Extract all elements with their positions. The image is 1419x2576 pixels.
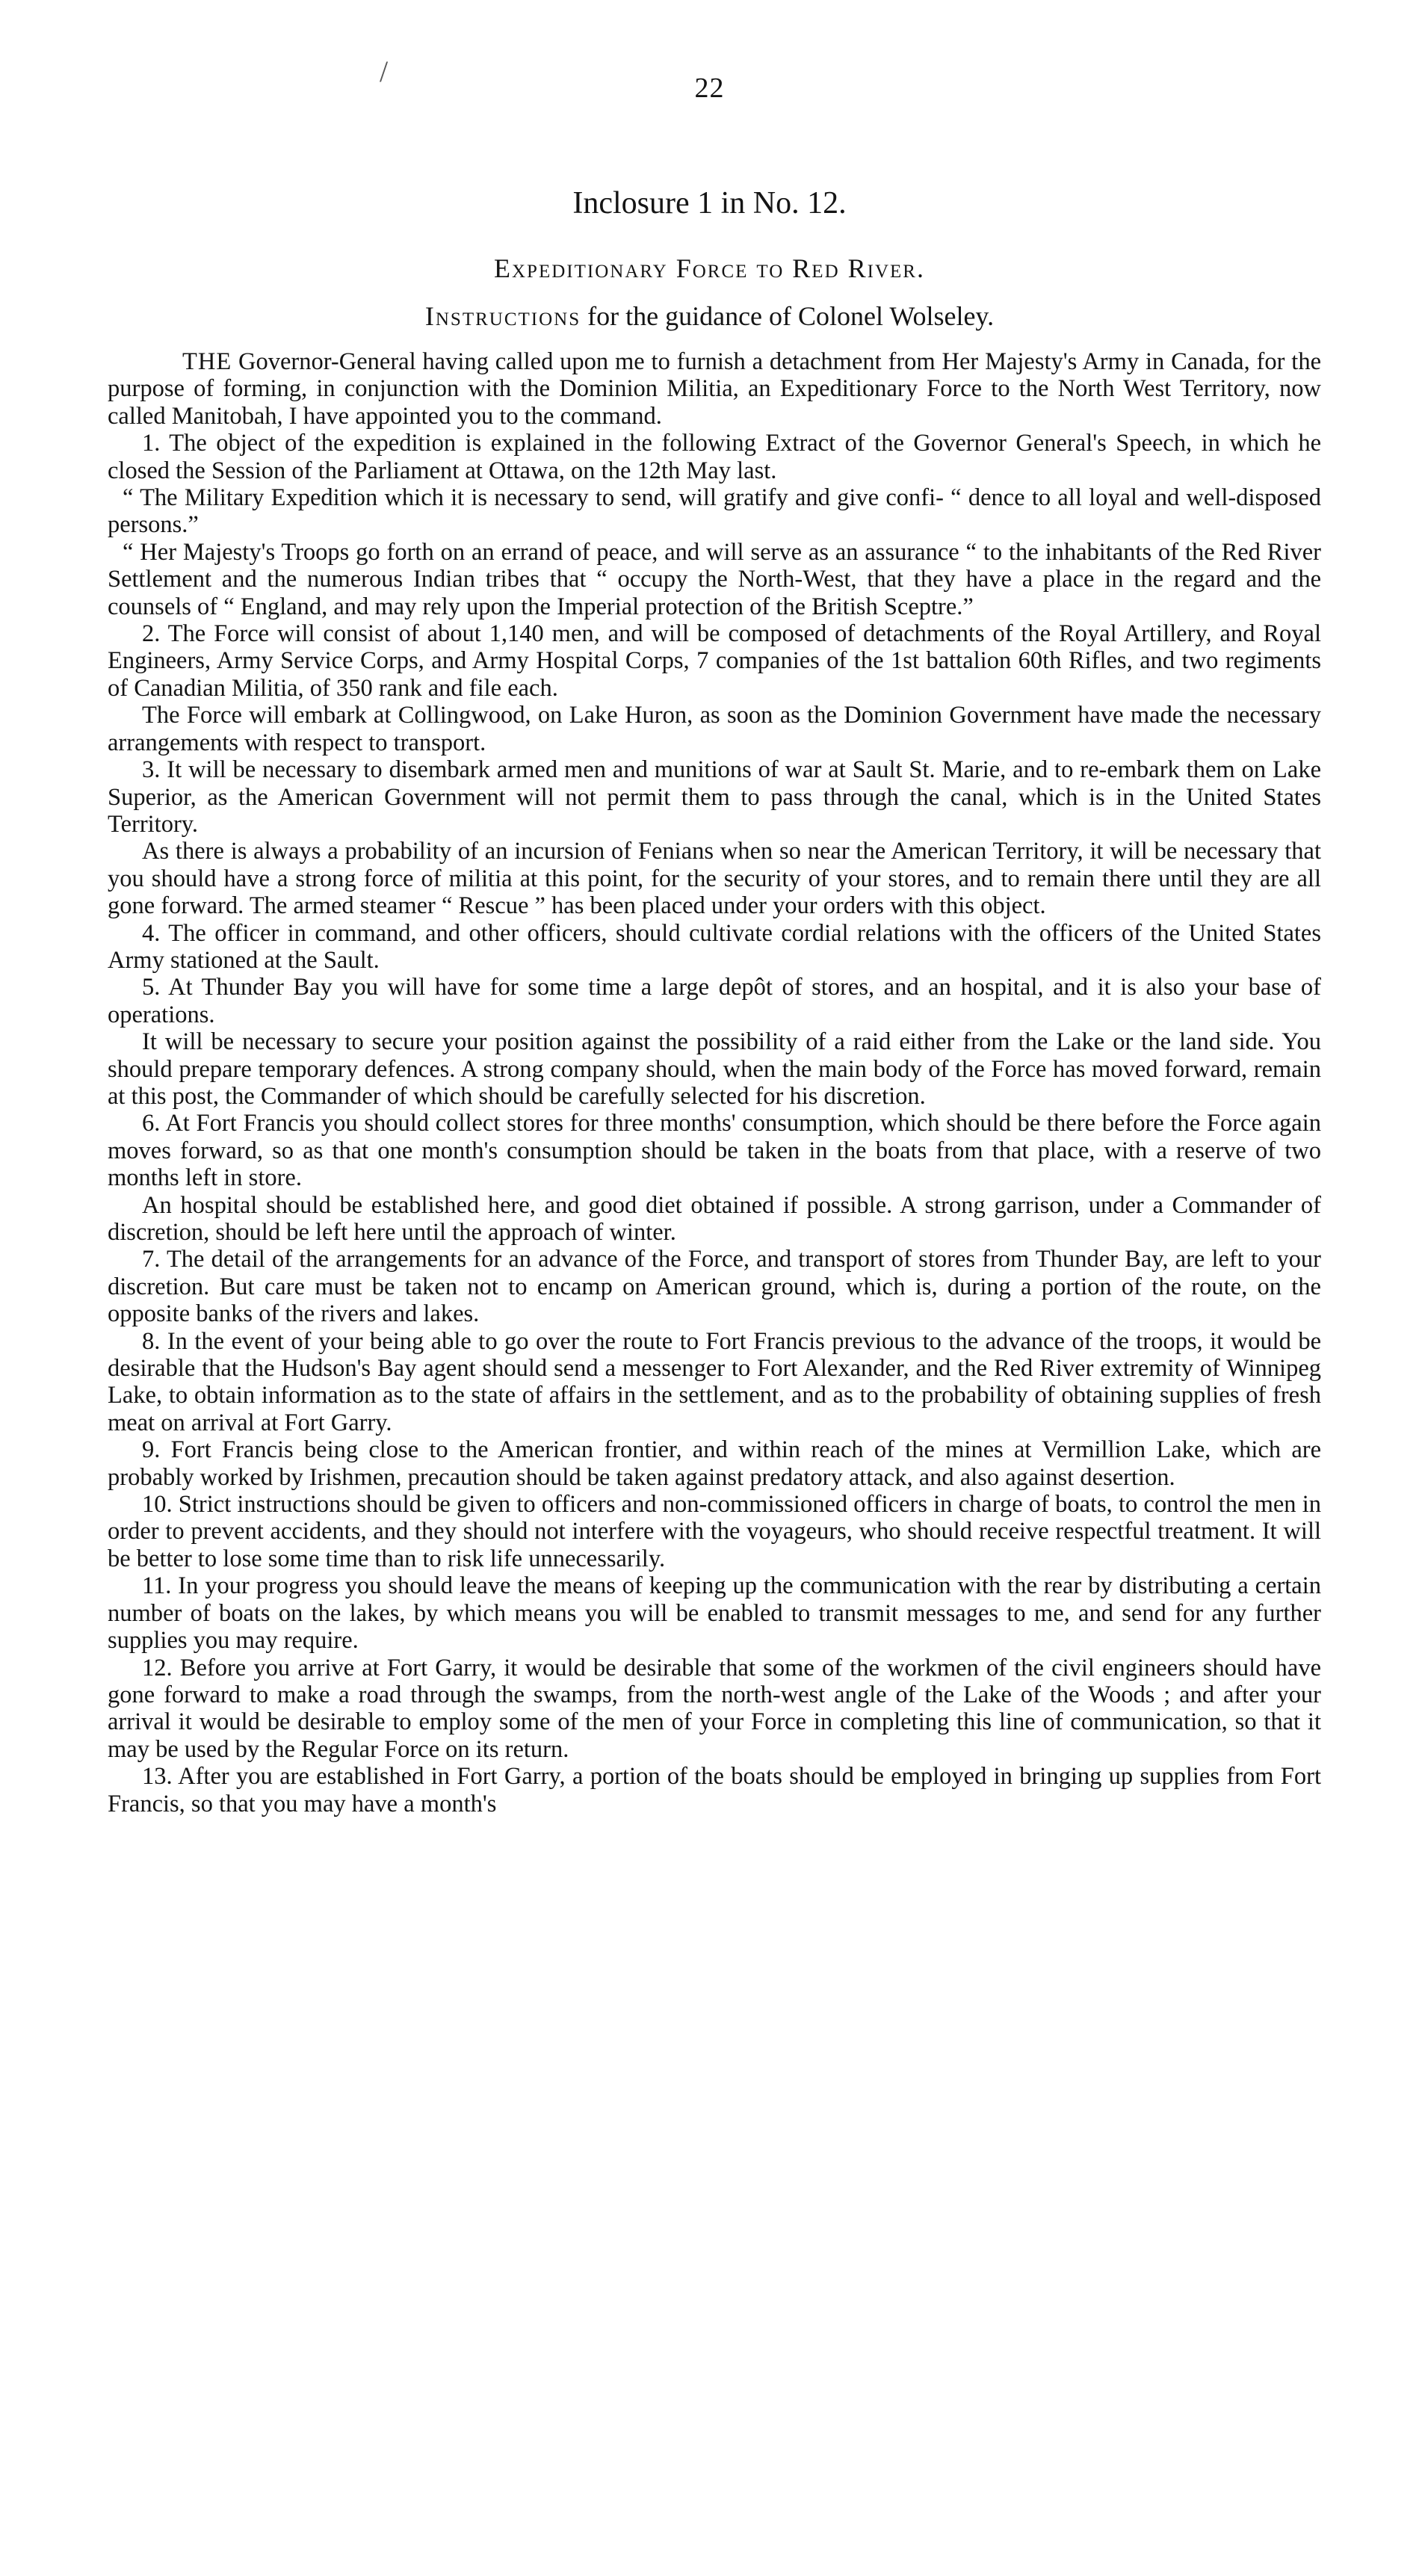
paragraph-3-continued: As there is always a probability of an incursion of Fenians when so near the American Territory, it will be necessary that you should have a strong force of militia at this point, for the security of your stores, and to remain there until they are all gone forward. The armed steamer “ Rescue ” has been placed under your orders with this object. [108, 838, 1321, 920]
paragraph-3: 3. It will be necessary to disembark armed men and munitions of war at Sault St. Marie, and to re-embark them on Lake Superior, as the American Government will not permit them to pass through the canal, which is in the United States Territory. [108, 756, 1321, 838]
paragraph-2: 2. The Force will consist of about 1,140 men, and will be composed of detachments of the Royal Artillery, and Royal Engineers, Army Service Corps, and Army Hospital Corps, 7 companies of the 1st battalion 60th Rifles, and two regiments of Canadian Militia, of 350 rank and file each. [108, 620, 1321, 702]
paragraph-7: 7. The detail of the arrangements for an advance of the Force, and transport of stores from Thunder Bay, are left to your discretion. But care must be taken not to encamp on American ground, which is, during a portion of the route, on the opposite banks of the rivers and lakes. [108, 1246, 1321, 1328]
paragraph-6: 6. At Fort Francis you should collect stores for three months' consumption, which should be there before the Force again moves forward, so as that one month's consumption should be taken in the boats from that place, with a reserve of two months left in store. [108, 1110, 1321, 1192]
paragraph-1: 1. The object of the expedition is explained in the following Extract of the Governor General's Speech, in which he closed the Session of the Parliament at Ottawa, on the 12th May last. [108, 430, 1321, 484]
subheading-lead: Instructions [424, 301, 581, 331]
paragraph-6-continued: An hospital should be established here, and good diet obtained if possible. A strong garrison, under a Commander of discretion, should be left here until the approach of winter. [108, 1191, 1321, 1246]
paragraph-8: 8. In the event of your being able to go over the route to Fort Francis previous to the advance of the troops, it would be desirable that the Hudson's Bay agent should send a messenger to Fort Alexander, and the Red River extremity of Winnipeg Lake, to obtain information as to the state of affairs in the settlement, and as to the probability of obtaining supplies of fresh meat on arrival at Fort Garry. [108, 1327, 1321, 1436]
paragraph-2-continued: The Force will embark at Collingwood, on Lake Huron, as soon as the Dominion Government have made the necessary arrangements with respect to transport. [108, 702, 1321, 756]
paragraph-intro: THE Governor-General having called upon me to furnish a detachment from Her Majesty's Army in Canada, for the purpose of forming, in conjunction with the Dominion Militia, an Expeditionary Force to the North West Territory, now called Manitobah, I have appointed you to the command. [108, 348, 1321, 430]
margin-pencil-mark: / [380, 55, 389, 88]
instructions-subheading [0, 300, 1419, 332]
paragraph-10: 10. Strict instructions should be given to officers and non-commissioned officers in charge of boats, to control the men in order to prevent accidents, and they should not interfere with the voyageurs, who should receive respectful treatment. It will be better to lose some time than to risk life unnecessarily. [108, 1491, 1321, 1572]
paragraph-12: 12. Before you arrive at Fort Garry, it would be desirable that some of the workmen of the civil engineers should have gone forward to make a road through the swamps, from the north-west angle of the Lake of the Woods ; and after your arrival it would be desirable to employ some of the men of your Force in completing this line of communication, so that it may be used by the Regular Force on its return. [108, 1654, 1321, 1763]
paragraph-9: 9. Fort Francis being close to the American frontier, and within reach of the mines at Vermillion Lake, which are probably worked by Irishmen, precaution should be taken against predatory attack, and also against desertion. [108, 1436, 1321, 1491]
page-number: 22 [694, 72, 725, 104]
paragraph-quote-1: “ The Military Expedition which it is necessary to send, will gratify and give confi- “ dence to all loyal and well-disposed persons.” [108, 484, 1321, 539]
document-body [108, 348, 1321, 1817]
subheading-rest: for the guidance of Colonel Wolseley. [581, 301, 995, 331]
paragraph-quote-2: “ Her Majesty's Troops go forth on an errand of peace, and will serve as an assurance “ to the inhabitants of the Red River Settlement and the numerous Indian tribes that “ occupy the North-West, that they have a place in the regard and the counsels of “ England, and may rely upon the Imperial protection of the British Sceptre.” [108, 538, 1321, 620]
section-heading: Expeditionary Force to Red River. [494, 253, 925, 283]
paragraph-5-continued: It will be necessary to secure your position against the possibility of a raid either from the Lake or the land side. You should prepare temporary defences. A strong company should, when the main body of the Force has moved forward, remain at this post, the Commander of which should be carefully selected for his discretion. [108, 1028, 1321, 1110]
paragraph-5: 5. At Thunder Bay you will have for some time a large depôt of stores, and an hospital, and it is also your base of operations. [108, 974, 1321, 1028]
inclosure-title: Inclosure 1 in No. 12. [572, 186, 847, 220]
paragraph-13: 13. After you are established in Fort Garry, a portion of the boats should be employed in bringing up supplies from Fort Francis, so that you may have a month's [108, 1763, 1321, 1817]
paragraph-11: 11. In your progress you should leave the means of keeping up the communication with the rear by distributing a certain number of boats on the lakes, by which means you will be enabled to transmit messages to me, and send for any further supplies you may require. [108, 1572, 1321, 1655]
paragraph-4: 4. The officer in command, and other officers, should cultivate cordial relations with the officers of the United States Army stationed at the Sault. [108, 919, 1321, 974]
paragraph-lead-word: THE [182, 348, 232, 375]
